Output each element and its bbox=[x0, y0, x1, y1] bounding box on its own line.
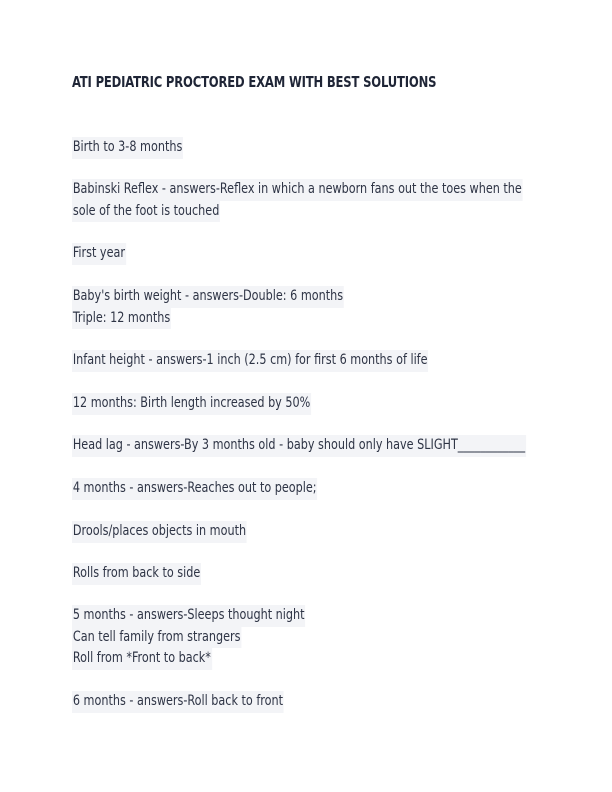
paragraph-rolls-back-side bbox=[72, 563, 222, 585]
paragraph-four-months bbox=[72, 478, 357, 500]
paragraph-line: 6 months - answers-Roll back to front bbox=[72, 691, 284, 713]
paragraph-line: Infant height - answers-1 inch (2.5 cm) for first 6 months of life bbox=[72, 350, 428, 372]
paragraph-line: Babinski Reflex - answers-Reflex in which a newborn fans out the toes when the bbox=[72, 179, 523, 201]
paragraph-line: Birth to 3-8 months bbox=[72, 137, 183, 159]
paragraph-drools bbox=[72, 521, 275, 543]
paragraph-line: Baby's birth weight - answers-Double: 6 months bbox=[72, 286, 344, 308]
paragraph-line: 4 months - answers-Reaches out to people; bbox=[72, 478, 317, 500]
paragraph-five-months bbox=[72, 605, 343, 670]
paragraph-babinski-reflex bbox=[72, 179, 596, 222]
document-title: ATI PEDIATRIC PROCTORED EXAM WITH BEST SOLUTIONS bbox=[72, 73, 437, 91]
paragraph-line: Can tell family from strangers bbox=[72, 627, 241, 649]
paragraph-birth-length bbox=[72, 393, 350, 415]
paragraph-head-lag bbox=[72, 435, 600, 457]
paragraph-line: Rolls from back to side bbox=[72, 563, 201, 585]
paragraph-six-months bbox=[72, 691, 318, 713]
paragraph-line: sole of the foot is touched bbox=[72, 201, 220, 223]
paragraph-line: First year bbox=[72, 243, 126, 265]
paragraph-birth-weight bbox=[72, 286, 388, 329]
paragraph-infant-height bbox=[72, 350, 486, 372]
paragraph-line: Triple: 12 months bbox=[72, 308, 171, 330]
paragraph-line: 12 months: Birth length increased by 50% bbox=[72, 393, 311, 415]
paragraph-line: Head lag - answers-By 3 months old - baby should only have SLIGHT____________ bbox=[72, 435, 526, 457]
paragraph-first-year bbox=[72, 243, 135, 265]
paragraph-line: 5 months - answers-Sleeps thought night bbox=[72, 605, 305, 627]
paragraph-line: Drools/places objects in mouth bbox=[72, 521, 247, 543]
paragraph-line: Roll from *Front to back* bbox=[72, 648, 212, 670]
paragraph-birth-range bbox=[72, 137, 201, 159]
